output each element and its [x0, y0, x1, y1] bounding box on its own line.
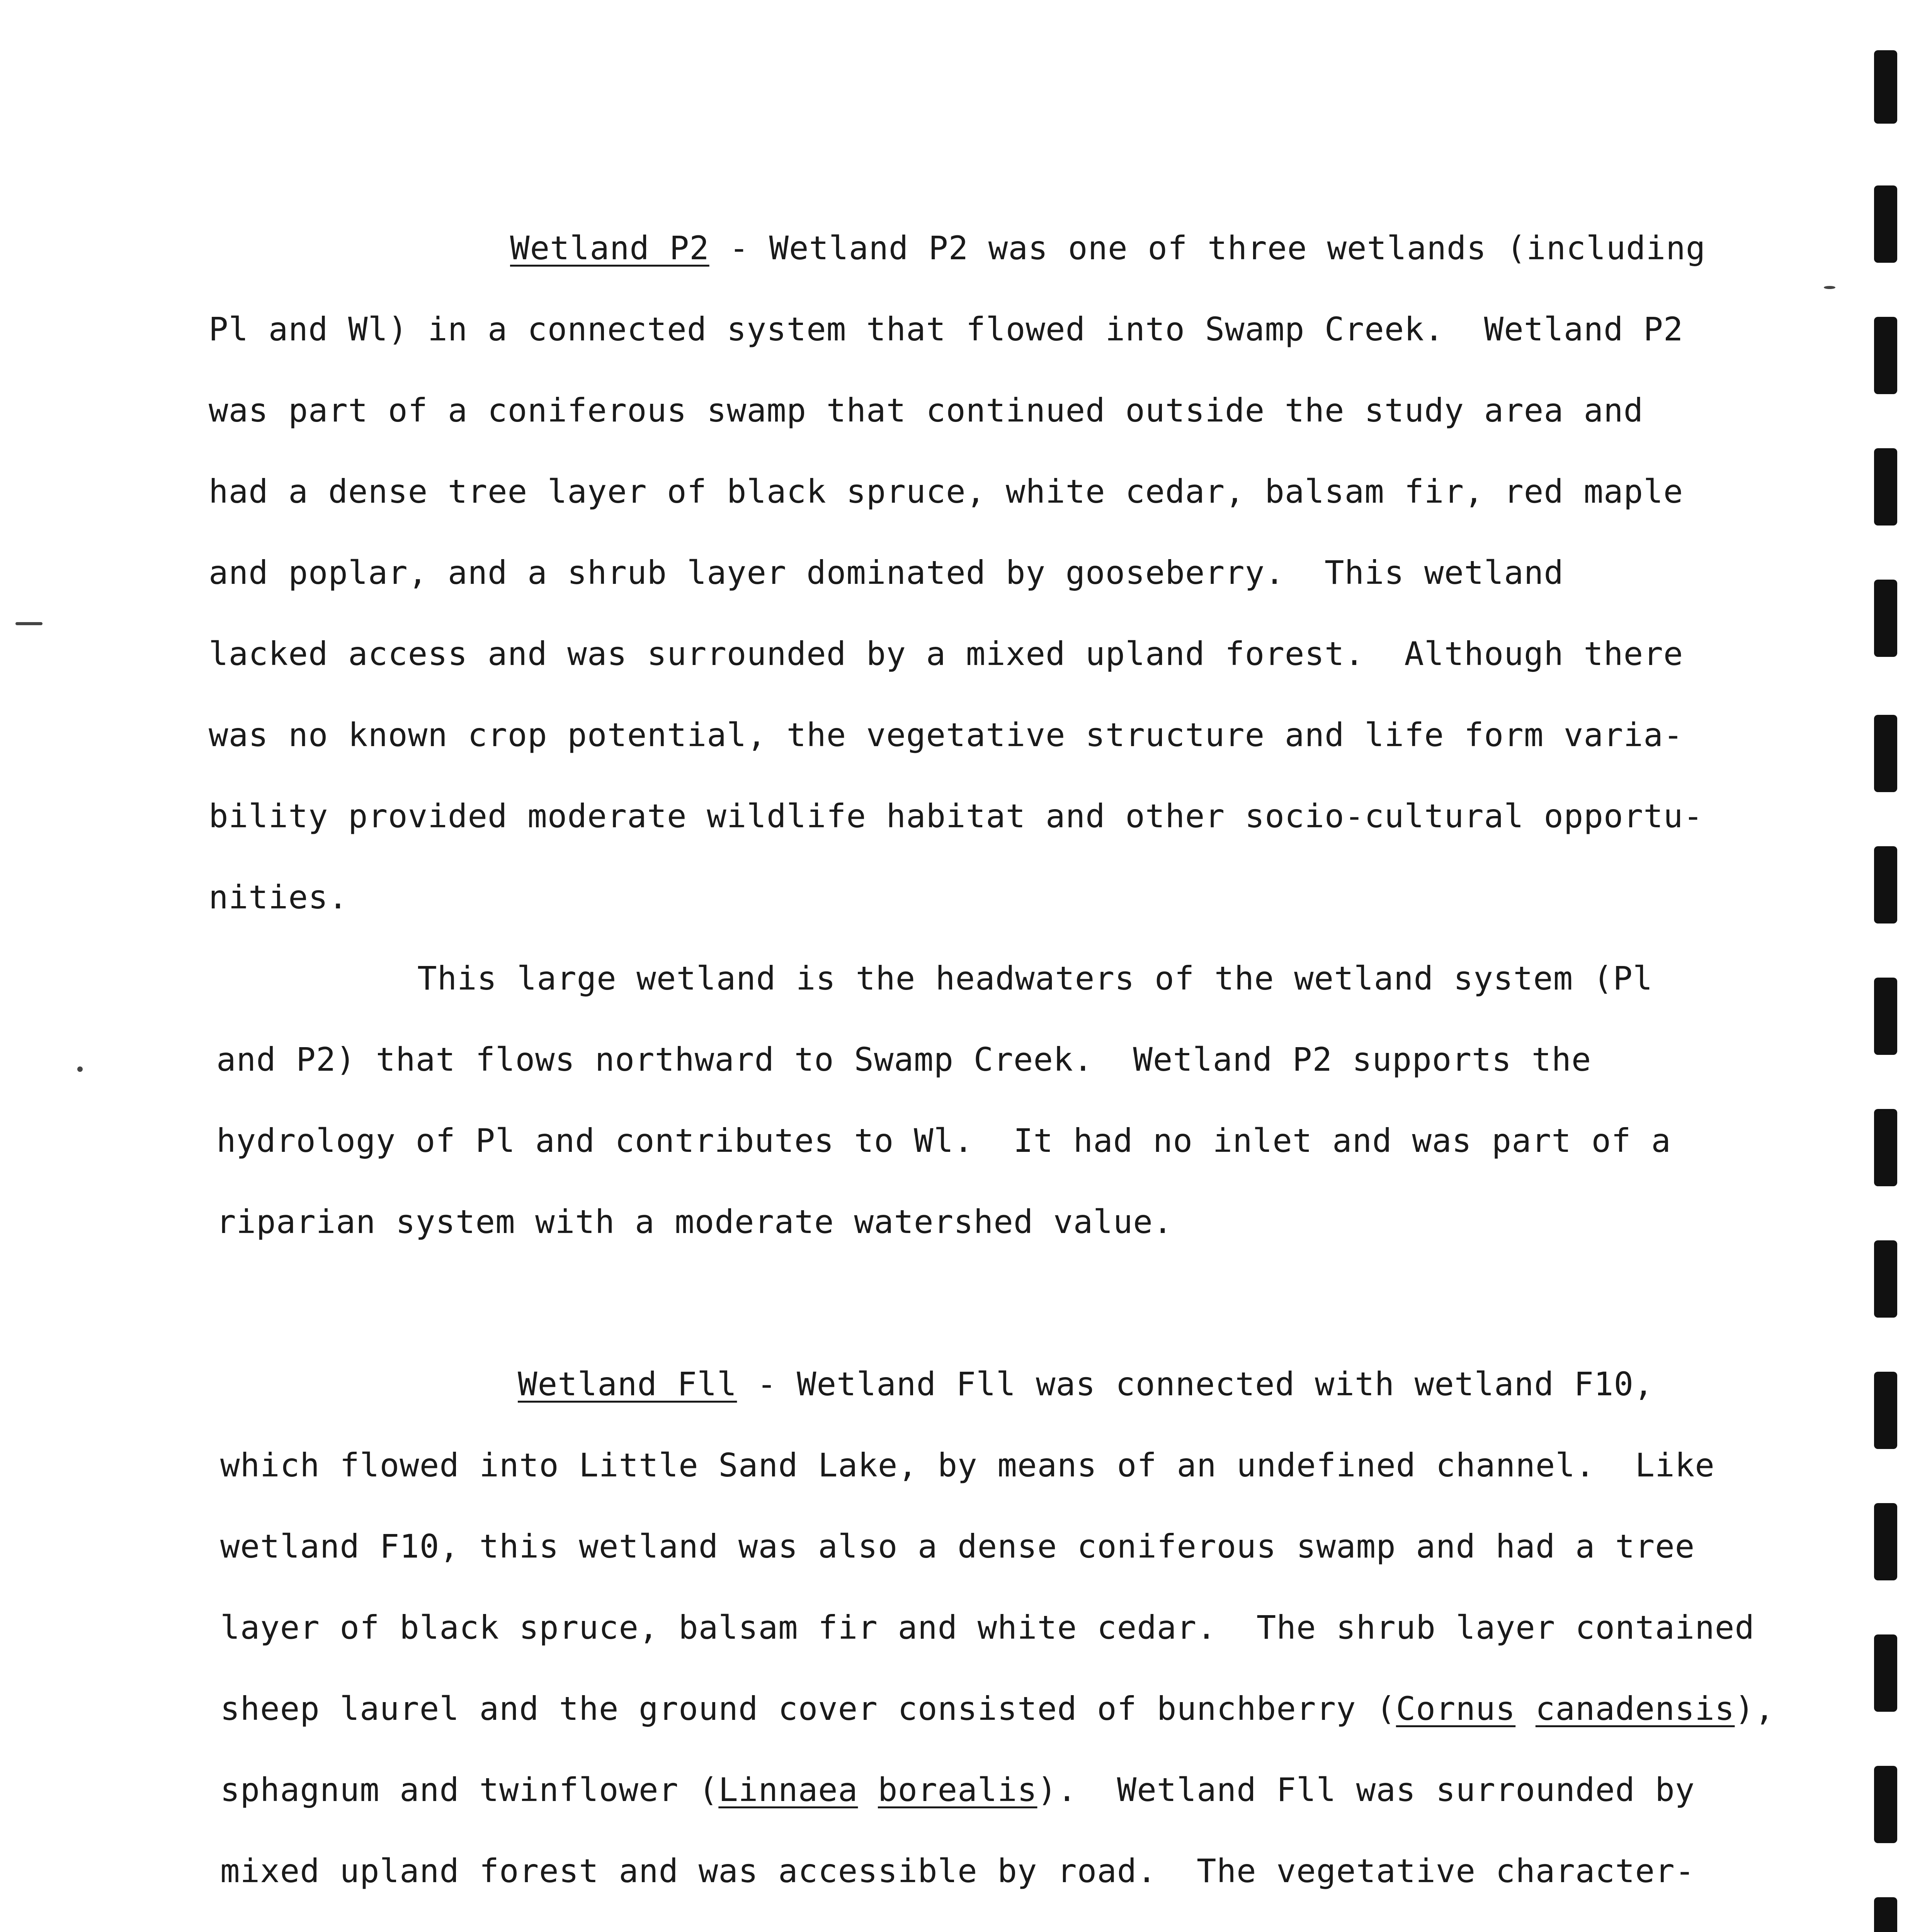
line: had a dense tree layer of black spruce, white cedar, balsam fir, red maple [209, 473, 1684, 510]
binding-mark [1874, 715, 1897, 792]
binding-mark [1874, 1240, 1897, 1318]
line: sphagnum and twinflower (Linnaea borealis). Wetland Fll was surrounded by [220, 1771, 1695, 1809]
line: lacked access and was surrounded by a mixed upland forest. Although there [209, 635, 1684, 673]
line: hydrology of Pl and contributes to Wl. It had no inlet and was part of a [216, 1122, 1671, 1160]
section-heading: Wetland Fll [518, 1365, 737, 1403]
line: Pl and Wl) in a connected system that flowed into Swamp Creek. Wetland P2 [209, 310, 1684, 348]
binding-mark [1874, 1109, 1897, 1186]
section-heading: Wetland P2 [510, 229, 709, 267]
binding-mark [1874, 1766, 1897, 1843]
line: sheep laurel and the ground cover consisted of bunchberry (Cornus canadensis), [220, 1690, 1775, 1728]
binding-mark [1874, 978, 1897, 1055]
binding-mark [1874, 846, 1897, 923]
species-name: canadensis [1535, 1690, 1735, 1728]
binding-mark [1874, 1634, 1897, 1712]
line: nities. [209, 878, 349, 916]
line: riparian system with a moderate watershed value. [216, 1203, 1173, 1241]
binding-mark [1874, 317, 1897, 394]
line: which flowed into Little Sand Lake, by means of an undefined channel. Like [220, 1446, 1715, 1484]
line: This large wetland is the headwaters of the wetland system (Pl [417, 959, 1653, 997]
binding-mark [1874, 1372, 1897, 1449]
species-name: borealis [878, 1771, 1037, 1809]
scan-speck [15, 622, 43, 625]
species-name: Linnaea [718, 1771, 858, 1809]
line: and poplar, and a shrub layer dominated by gooseberry. This wetland [209, 554, 1564, 592]
scan-speck [1824, 286, 1835, 289]
scan-speck [77, 1066, 83, 1072]
species-name: Cornus [1396, 1690, 1516, 1728]
line: bility provided moderate wildlife habitat and other socio-cultural opportu- [209, 797, 1703, 835]
line: Wetland P2 - Wetland P2 was one of three wetlands (including [510, 229, 1706, 267]
line: Wetland Fll - Wetland Fll was connected with wetland F10, [518, 1365, 1654, 1403]
line: and P2) that flows northward to Swamp Creek. Wetland P2 supports the [216, 1041, 1592, 1078]
binding-mark [1874, 1897, 1897, 1932]
binding-mark [1874, 50, 1897, 124]
binding-mark [1874, 580, 1897, 657]
line: wetland F10, this wetland was also a dense coniferous swamp and had a tree [220, 1527, 1695, 1565]
line: mixed upland forest and was accessible by road. The vegetative character- [220, 1852, 1695, 1890]
line: was part of a coniferous swamp that continued outside the study area and [209, 391, 1644, 429]
binding-mark [1874, 185, 1897, 263]
line: layer of black spruce, balsam fir and white cedar. The shrub layer contained [220, 1609, 1755, 1646]
binding-mark [1874, 1503, 1897, 1580]
line: was no known crop potential, the vegetative structure and life form varia- [209, 716, 1684, 754]
binding-mark [1874, 448, 1897, 526]
